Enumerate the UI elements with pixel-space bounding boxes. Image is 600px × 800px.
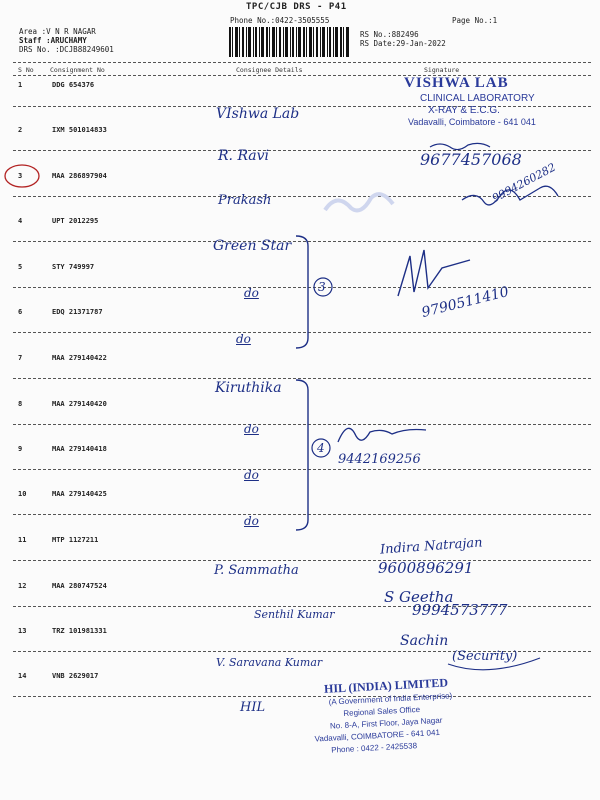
- column-header-sno: S No: [18, 66, 34, 74]
- ditto-mark: do: [244, 514, 259, 528]
- consignment-number: EDQ 21371787: [52, 308, 103, 316]
- group-count: 4: [317, 441, 325, 455]
- row-number: 3: [18, 172, 23, 180]
- staff-field: Staff :ARUCHAMY: [19, 36, 87, 45]
- handwritten-phone: 9994260282: [489, 160, 558, 205]
- document-title: TPC/CJB DRS - P41: [246, 2, 347, 12]
- drs-number: DRS No. :DCJB88249601: [19, 45, 114, 54]
- drs-document: TPC/CJB DRS - P41 Phone No.:0422-3505555 Page No.:1 Area :V N R NAGAR Staff :ARUCHAMY DRS No. :DCJB88249601 RS No.:882496 RS Date:29-Jan-2022 S No Consignment No Consignee Details Signature 1 DDG 654376 2 IXM 501014833 3 MAA 286897904 4 UPT 2012295 5 STY 749997 6 EDQ 21371787 7 MAA 279140422 8 MAA 279140420 9 MAA 279140418 10 MAA 279140425 11 MTP 1127211 12 MAA 280747524 13 TRZ 101981331 14 VNB 2629017 VISHWA LAB CLINICAL LABORATORY X-RAY & E.C.G. Vadavalli, Coimbatore - 641 041 VIshwa Lab R. Ravi 9677457068 Prakash 9994260282 Green Star do do 3 9790511410 Kiruthika do do do 4 9442169256 Indira Natrajan 9600896291 P. Sammatha Senthil Kumar S Geetha 9994573777 V. Saravana Kumar Sachin (Security) HIL HIL (INDIA) LIMITED (A Government of India Enterprise) Regional Sales Office No. 8-A, First Floor, Jaya Nagar Vadavalli, COIMBATORE - 641 041 Phone : 0422 - 2425538: [0, 0, 600, 800]
- handwritten-name: HIL: [240, 700, 266, 715]
- consignment-number: UPT 2012295: [52, 217, 99, 225]
- row-number: 4: [18, 217, 23, 225]
- consignment-number: MAA 279140425: [52, 490, 107, 498]
- row-number: 13: [18, 627, 27, 635]
- group-count-circle-icon: [314, 278, 332, 296]
- row-number: 14: [18, 672, 27, 680]
- signature-greenstar-icon: [398, 250, 470, 296]
- handwritten-name: P. Sammatha: [214, 563, 299, 578]
- handwritten-phone: 9600896291: [378, 559, 474, 577]
- consignment-number: DDG 654376: [52, 81, 95, 89]
- row-number: 10: [18, 490, 27, 498]
- consignment-number: MTP 1127211: [52, 536, 99, 544]
- signature-prakash-smudge-icon: [325, 194, 393, 210]
- rs-number: RS No.:882496: [360, 30, 419, 39]
- column-header-signature: Signature: [424, 66, 460, 74]
- handwritten-name: Senthil Kumar: [254, 608, 335, 621]
- consignment-number: STY 749997: [52, 263, 95, 271]
- handwritten-note: (Security): [452, 649, 518, 664]
- row-number: 9: [18, 445, 23, 453]
- row-number: 6: [18, 308, 23, 316]
- signature-kiruthika-icon: [338, 428, 426, 442]
- handwritten-phone: 9994573777: [412, 601, 508, 619]
- row-number: 1: [18, 81, 23, 89]
- row-number: 12: [18, 582, 27, 590]
- rs-date: RS Date:29-Jan-2022: [360, 39, 446, 48]
- handwritten-phone: 9442169256: [338, 452, 421, 467]
- signature-prakash-icon: [462, 186, 558, 205]
- ditto-mark: do: [244, 422, 259, 436]
- handwritten-phone: 9790511410: [420, 283, 511, 321]
- handwritten-name: Sachin: [400, 633, 449, 649]
- group-bracket-icon: [296, 236, 308, 348]
- handwritten-phone: 9677457068: [420, 150, 522, 169]
- consignment-number: MAA 279140418: [52, 445, 107, 453]
- signature-ravi-icon: [430, 143, 490, 149]
- group-count-circle-icon: [312, 439, 330, 457]
- ditto-mark: do: [244, 286, 259, 300]
- row-number: 11: [18, 536, 27, 544]
- handwritten-name: Indira Natrajan: [379, 535, 483, 558]
- handwritten-name: VIshwa Lab: [216, 106, 300, 122]
- phone-number: Phone No.:0422-3505555: [230, 16, 330, 25]
- handwritten-name: S Geetha: [384, 588, 454, 606]
- ditto-mark: do: [244, 468, 259, 482]
- consignment-number: MAA 279140420: [52, 400, 107, 408]
- handwritten-name: Prakash: [218, 193, 272, 208]
- handwritten-name: Kiruthika: [215, 380, 282, 396]
- consignment-number: MAA 279140422: [52, 354, 107, 362]
- group-bracket-icon: [296, 380, 308, 530]
- row-number: 8: [18, 400, 23, 408]
- handwritten-name: V. Saravana Kumar: [216, 656, 323, 669]
- row-number: 2: [18, 126, 23, 134]
- ditto-mark: do: [236, 332, 251, 346]
- handwritten-name: Green Star: [213, 238, 292, 254]
- consignment-number: MAA 280747524: [52, 582, 107, 590]
- signature-sachin-icon: [448, 658, 540, 670]
- consignment-number: IXM 501014833: [52, 126, 107, 134]
- area-field: Area :V N R NAGAR: [19, 27, 96, 36]
- column-header-details: Consignee Details: [236, 66, 303, 74]
- column-header-consignment: Consignment No: [50, 66, 105, 74]
- circle-mark-icon: [5, 165, 39, 187]
- consignment-number: VNB 2629017: [52, 672, 99, 680]
- hil-stamp: HIL (INDIA) LIMITED (A Government of India Enterprise) Regional Sales Office No. 8-A, First Floor, Jaya Nagar Vadavalli, COIMBATORE - 641 041 Phone : 0422 - 2425538: [314, 675, 453, 755]
- handwritten-name: R. Ravi: [218, 148, 270, 164]
- consignment-number: TRZ 101981331: [52, 627, 107, 635]
- page-number: Page No.:1: [452, 16, 498, 25]
- group-count: 3: [318, 280, 326, 294]
- row-number: 7: [18, 354, 23, 362]
- row-number: 5: [18, 263, 23, 271]
- consignment-number: MAA 286897904: [52, 172, 107, 180]
